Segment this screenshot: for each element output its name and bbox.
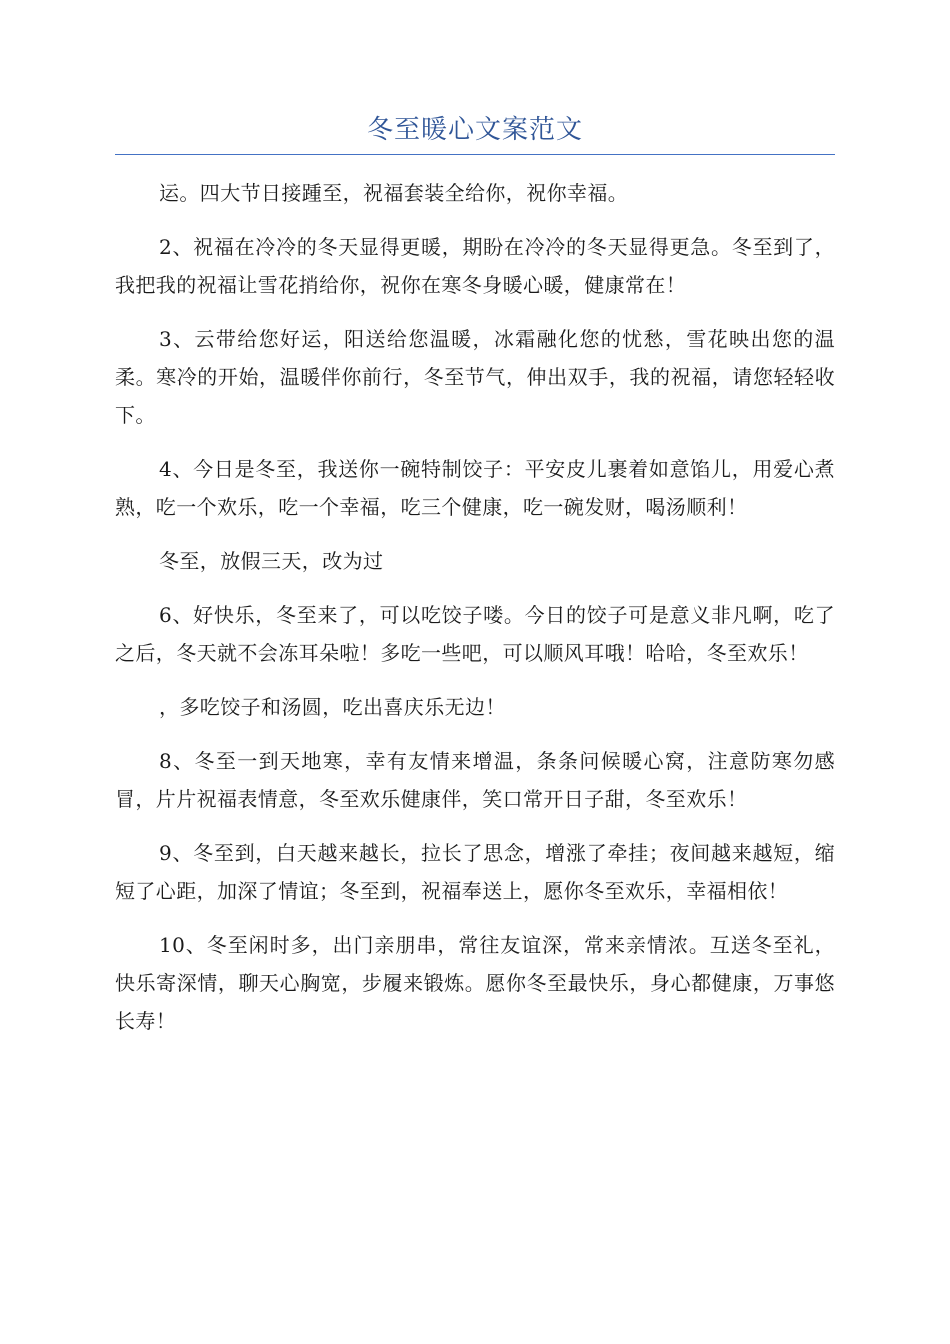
paragraph: 3、云带给您好运，阳送给您温暖，冰霜融化您的忧愁，雪花映出您的温柔。寒冷的开始，温暖伴你前行，冬至节气，伸出双手，我的祝福，请您轻轻收下。 xyxy=(115,327,835,427)
paragraph: 冬至，放假三天，改为过 xyxy=(159,549,384,573)
paragraph: 8、冬至一到天地寒，幸有友情来增温，条条问候暖心窝，注意防寒勿感冒，片片祝福表情意，冬至欢乐健康伴，笑口常开日子甜，冬至欢乐！ xyxy=(115,749,835,811)
paragraph: 9、冬至到，白天越来越长，拉长了思念，增涨了牵挂；夜间越来越短，缩短了心距，加深了情谊；冬至到，祝福奉送上，愿你冬至欢乐，幸福相依！ xyxy=(115,841,835,903)
paragraph: ，多吃饺子和汤圆，吃出喜庆乐无边！ xyxy=(159,695,506,719)
document-body xyxy=(115,174,835,1056)
paragraph: 6、好快乐，冬至来了，可以吃饺子喽。今日的饺子可是意义非凡啊，吃了之后，冬天就不会冻耳朵啦！多吃一些吧，可以顺风耳哦！哈哈，冬至欢乐！ xyxy=(115,603,835,665)
title-underline xyxy=(115,154,835,155)
paragraph: 2、祝福在冷冷的冬天显得更暖，期盼在冷冷的冬天显得更急。冬至到了，我把我的祝福让雪花捎给你，祝你在寒冬身暖心暖，健康常在！ xyxy=(115,235,835,297)
document-title: 冬至暖心文案范文 xyxy=(366,115,583,145)
paragraph: 10、冬至闲时多，出门亲朋串，常往友谊深，常来亲情浓。互送冬至礼，快乐寄深情，聊天心胸宽，步履来锻炼。愿你冬至最快乐，身心都健康，万事悠长寿！ xyxy=(115,933,835,1033)
paragraph: 运。四大节日接踵至，祝福套装全给你，祝你幸福。 xyxy=(159,181,629,205)
paragraph: 4、今日是冬至，我送你一碗特制饺子：平安皮儿裹着如意馅儿，用爱心煮熟，吃一个欢乐，吃一个幸福，吃三个健康，吃一碗发财，喝汤顺利！ xyxy=(115,457,835,519)
